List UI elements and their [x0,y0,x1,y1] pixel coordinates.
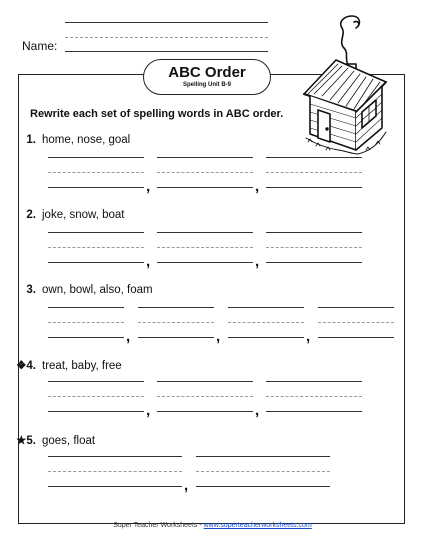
word-list: home, nose, goal [42,134,131,146]
answer-top-line [318,307,394,308]
answer-top-line [48,307,124,308]
name-input-line[interactable] [65,51,268,52]
problem-number: 1. [26,134,36,146]
word-list: goes, float [42,435,96,447]
word-list: own, bowl, also, foam [42,284,153,296]
answer-top-line [266,381,362,382]
comma: , [146,178,151,195]
answer-mid-guide [157,247,253,248]
answer-mid-guide [48,471,182,472]
comma: , [146,253,151,270]
answer-writing-line[interactable] [48,337,124,338]
footer [0,522,425,529]
footer-text: Super Teacher Worksheets - [113,522,204,529]
word-list: treat, baby, free [42,360,122,372]
answer-mid-guide [228,322,304,323]
answer-mid-guide [138,322,214,323]
word-list: joke, snow, boat [42,209,125,221]
name-dashed-guide [65,37,268,38]
comma: , [255,178,260,195]
answer-mid-guide [266,172,362,173]
answer-writing-line[interactable] [48,486,182,487]
answer-writing-line[interactable] [48,411,144,412]
answer-mid-guide [196,471,330,472]
comma: , [306,328,311,345]
comma: , [126,328,131,345]
problem-number: 3. [26,284,36,296]
star-icon: ★ [16,435,27,447]
page-title: ABC Order [168,64,246,81]
name-label: Name: [22,39,58,53]
answer-mid-guide [266,247,362,248]
problem-number: ★5. [16,435,36,447]
page-subtitle: Spelling Unit B-9 [183,82,231,88]
comma: , [146,402,151,419]
comma: , [184,477,189,494]
answer-top-line [48,381,144,382]
answer-writing-line[interactable] [157,411,253,412]
answer-writing-line[interactable] [266,411,362,412]
answer-writing-line[interactable] [138,337,214,338]
answer-mid-guide [318,322,394,323]
problem-3-prompt [14,284,153,296]
answer-writing-line[interactable] [196,486,330,487]
problem-4-prompt [14,358,122,372]
answer-mid-guide [48,396,144,397]
answer-top-line [228,307,304,308]
answer-top-line [157,232,253,233]
answer-top-line [138,307,214,308]
answer-mid-guide [48,172,144,173]
challenge-marker-icon: ❖ [16,360,27,372]
answer-writing-line[interactable] [266,187,362,188]
answer-mid-guide [157,396,253,397]
problem-2-prompt [14,209,124,221]
problem-5-prompt [14,433,95,447]
answer-mid-guide [157,172,253,173]
answer-writing-line[interactable] [48,262,144,263]
comma: , [216,328,221,345]
answer-top-line [266,157,362,158]
title-box [143,59,271,95]
answer-mid-guide [48,322,124,323]
answer-top-line [266,232,362,233]
answer-top-line [196,456,330,457]
comma: , [255,402,260,419]
answer-writing-line[interactable] [48,187,144,188]
problem-number: ❖4. [16,360,36,372]
answer-top-line [157,381,253,382]
answer-writing-line[interactable] [157,187,253,188]
footer-link[interactable]: www.superteacherworksheets.com [203,522,312,529]
answer-top-line [48,157,144,158]
problem-1-prompt [14,134,130,146]
answer-top-line [48,456,182,457]
answer-mid-guide [266,396,362,397]
top-line [65,22,268,23]
comma: , [255,253,260,270]
house-icon [296,8,396,158]
answer-writing-line[interactable] [228,337,304,338]
answer-writing-line[interactable] [266,262,362,263]
answer-top-line [157,157,253,158]
instructions: Rewrite each set of spelling words in ABC order. [30,108,284,120]
answer-writing-line[interactable] [157,262,253,263]
answer-top-line [48,232,144,233]
answer-writing-line[interactable] [318,337,394,338]
problem-number: 2. [26,209,36,221]
answer-mid-guide [48,247,144,248]
